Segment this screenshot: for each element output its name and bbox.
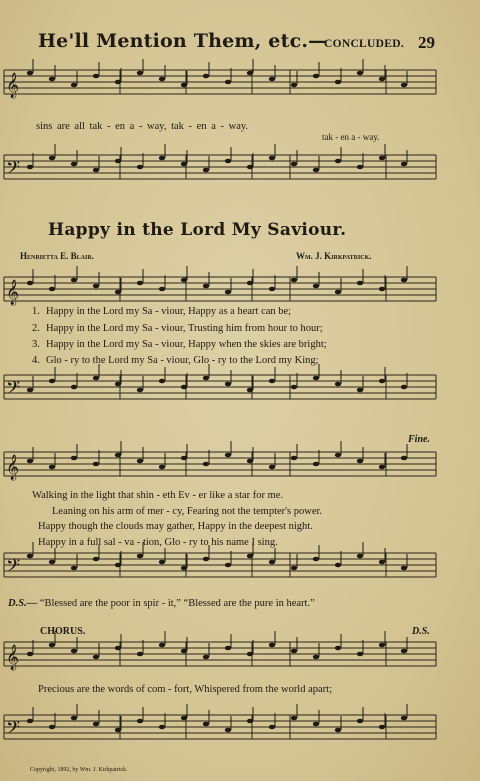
note-head	[159, 465, 165, 470]
note-head	[335, 80, 341, 85]
fine-marking: Fine.	[408, 434, 430, 445]
note-head	[115, 646, 121, 651]
verse2-line-4: Happy in a full sal - va - tion, Glo - ry to his name I sing.	[38, 537, 278, 548]
note-head	[27, 719, 33, 724]
note-head	[137, 71, 143, 76]
note-head	[313, 655, 319, 660]
note-head	[137, 652, 143, 657]
note-head	[313, 168, 319, 173]
note-head	[269, 465, 275, 470]
note-head	[49, 77, 55, 82]
note-head	[159, 287, 165, 292]
chorus-lyric: Precious are the words of com - fort, Whispered from the world apart;	[38, 684, 333, 695]
hymn-title: Happy in the Lord My Saviour.	[48, 220, 347, 240]
note-head	[247, 388, 253, 393]
note-head	[27, 281, 33, 286]
note-head	[49, 725, 55, 730]
note-head	[247, 281, 253, 286]
note-head	[401, 649, 407, 654]
note-head	[247, 165, 253, 170]
note-head	[247, 652, 253, 657]
bass-clef-icon: 𝄢	[6, 378, 21, 403]
concluded-label: CONCLUDED.	[324, 38, 404, 50]
note-head	[247, 554, 253, 559]
running-title: He'll Mention Them, etc.	[38, 30, 309, 52]
note-head	[93, 376, 99, 381]
bass-clef-icon: 𝄢	[6, 718, 21, 743]
note-head	[137, 165, 143, 170]
note-head	[335, 159, 341, 164]
note-head	[49, 560, 55, 565]
note-head	[357, 165, 363, 170]
note-head	[181, 716, 187, 721]
treble-clef-icon: 𝄞	[6, 455, 20, 480]
note-head	[379, 379, 385, 384]
note-head	[225, 646, 231, 651]
note-head	[357, 388, 363, 393]
note-head	[115, 80, 121, 85]
note-head	[49, 465, 55, 470]
note-head	[115, 728, 121, 733]
note-head	[71, 385, 77, 390]
treble-clef-icon: 𝄞	[6, 280, 20, 305]
chorus-ds-marking: D.S.	[412, 626, 430, 637]
note-head	[225, 382, 231, 387]
note-head	[225, 728, 231, 733]
verse-number: 1.	[32, 306, 40, 317]
note-head	[93, 722, 99, 727]
note-head	[291, 83, 297, 88]
verse-line-2	[32, 323, 323, 334]
ds-label: D.S.—	[8, 598, 38, 609]
note-head	[401, 716, 407, 721]
note-head	[137, 719, 143, 724]
note-head	[181, 162, 187, 167]
note-head	[27, 165, 33, 170]
note-head	[269, 287, 275, 292]
note-head	[335, 453, 341, 458]
note-head	[335, 382, 341, 387]
note-head	[247, 459, 253, 464]
note-head	[379, 560, 385, 565]
note-head	[291, 566, 297, 571]
verse-text: Happy in the Lord my Sa - viour, Happy as a heart can be;	[46, 306, 292, 317]
note-head	[269, 156, 275, 161]
copyright-notice: Copyright, 1892, by Wm. J. Kirkpatrick.	[30, 767, 128, 773]
note-head	[27, 388, 33, 393]
note-head	[335, 563, 341, 568]
ds-text: “Blessed are the poor in spir - it,” “Blessed are the pure in heart.”	[39, 598, 315, 609]
note-head	[291, 162, 297, 167]
note-head	[225, 290, 231, 295]
verse-line-3	[32, 339, 327, 350]
note-head	[401, 278, 407, 283]
note-head	[203, 722, 209, 727]
note-head	[401, 385, 407, 390]
note-head	[291, 456, 297, 461]
note-head	[313, 284, 319, 289]
note-head	[313, 74, 319, 79]
note-head	[71, 716, 77, 721]
note-head	[71, 456, 77, 461]
note-head	[291, 649, 297, 654]
note-head	[27, 459, 33, 464]
note-head	[335, 728, 341, 733]
note-head	[71, 278, 77, 283]
verse-text: Happy in the Lord my Sa - viour, Trusting him from hour to hour;	[46, 323, 323, 334]
treble-clef-icon: 𝄞	[6, 645, 20, 670]
verse-number: 4.	[32, 355, 40, 366]
note-head	[93, 284, 99, 289]
note-head	[49, 643, 55, 648]
verse-text: Glo - ry to the Lord my Sa - viour, Glo - ry to the Lord my King;	[46, 355, 319, 366]
note-head	[203, 168, 209, 173]
note-head	[357, 719, 363, 724]
note-head	[335, 646, 341, 651]
page-number: 29	[418, 33, 435, 52]
note-head	[159, 379, 165, 384]
treble-clef-icon: 𝄞	[6, 73, 20, 98]
note-head	[379, 465, 385, 470]
note-head	[225, 159, 231, 164]
note-head	[225, 453, 231, 458]
note-head	[247, 71, 253, 76]
verse-number: 2.	[32, 323, 40, 334]
note-head	[181, 83, 187, 88]
note-head	[71, 649, 77, 654]
note-head	[379, 156, 385, 161]
note-head	[203, 655, 209, 660]
first-piece-lyric-2: tak - en a - way.	[322, 132, 380, 142]
bass-clef-icon: 𝄢	[6, 556, 21, 581]
note-head	[137, 459, 143, 464]
note-head	[203, 284, 209, 289]
note-head	[159, 725, 165, 730]
note-head	[269, 725, 275, 730]
note-head	[379, 287, 385, 292]
note-head	[313, 462, 319, 467]
note-head	[291, 278, 297, 283]
note-head	[401, 456, 407, 461]
note-head	[269, 560, 275, 565]
note-head	[203, 557, 209, 562]
verse-number: 3.	[32, 339, 40, 350]
note-head	[291, 716, 297, 721]
note-head	[137, 388, 143, 393]
note-head	[401, 162, 407, 167]
verse2-line-1: Walking in the light that shin - eth Ev - er like a star for me.	[32, 490, 284, 501]
note-head	[49, 379, 55, 384]
note-head	[203, 74, 209, 79]
note-head	[379, 77, 385, 82]
note-head	[357, 554, 363, 559]
verse-line-4	[32, 355, 319, 366]
note-head	[181, 649, 187, 654]
note-head	[71, 83, 77, 88]
note-head	[379, 725, 385, 730]
note-head	[291, 385, 297, 390]
note-head	[313, 557, 319, 562]
note-head	[181, 385, 187, 390]
ds-line	[8, 598, 315, 609]
first-piece-lyric-1: sins are all tak - en a - way, tak - en a - way.	[36, 121, 249, 132]
note-head	[335, 290, 341, 295]
note-head	[203, 376, 209, 381]
verse-line-1	[32, 306, 291, 317]
note-head	[269, 77, 275, 82]
note-head	[115, 290, 121, 295]
note-head	[225, 80, 231, 85]
note-head	[357, 281, 363, 286]
note-head	[357, 652, 363, 657]
note-head	[357, 71, 363, 76]
note-head	[93, 557, 99, 562]
note-head	[93, 168, 99, 173]
note-head	[159, 560, 165, 565]
note-head	[137, 281, 143, 286]
note-head	[93, 74, 99, 79]
note-head	[71, 566, 77, 571]
hymn-author: Henrietta E. Blair.	[20, 251, 94, 261]
note-head	[115, 563, 121, 568]
note-head	[49, 156, 55, 161]
note-head	[401, 566, 407, 571]
note-head	[115, 159, 121, 164]
note-head	[181, 456, 187, 461]
note-head	[159, 643, 165, 648]
hymn-composer: Wm. J. Kirkpatrick.	[296, 251, 372, 261]
note-head	[269, 379, 275, 384]
note-head	[71, 162, 77, 167]
note-head	[159, 156, 165, 161]
note-head	[27, 652, 33, 657]
note-head	[181, 278, 187, 283]
note-head	[115, 382, 121, 387]
bass-clef-icon: 𝄢	[6, 158, 21, 183]
note-head	[159, 77, 165, 82]
note-head	[247, 719, 253, 724]
note-head	[269, 643, 275, 648]
note-head	[27, 554, 33, 559]
note-head	[401, 83, 407, 88]
verse2-line-3: Happy though the clouds may gather, Happy in the deepest night.	[38, 521, 313, 532]
note-head	[313, 376, 319, 381]
chorus-label: CHORUS.	[40, 626, 86, 637]
note-head	[115, 453, 121, 458]
note-head	[379, 643, 385, 648]
note-head	[93, 655, 99, 660]
note-head	[93, 462, 99, 467]
note-head	[181, 566, 187, 571]
verse-text: Happy in the Lord my Sa - viour, Happy when the skies are bright;	[46, 339, 327, 350]
note-head	[27, 71, 33, 76]
note-head	[225, 563, 231, 568]
title-dash: —	[308, 30, 328, 52]
verse2-line-2: Leaning on his arm of mer - cy, Fearing not the tempter's power.	[52, 506, 323, 517]
note-head	[137, 554, 143, 559]
note-head	[49, 287, 55, 292]
note-head	[357, 459, 363, 464]
note-head	[313, 722, 319, 727]
note-head	[203, 462, 209, 467]
